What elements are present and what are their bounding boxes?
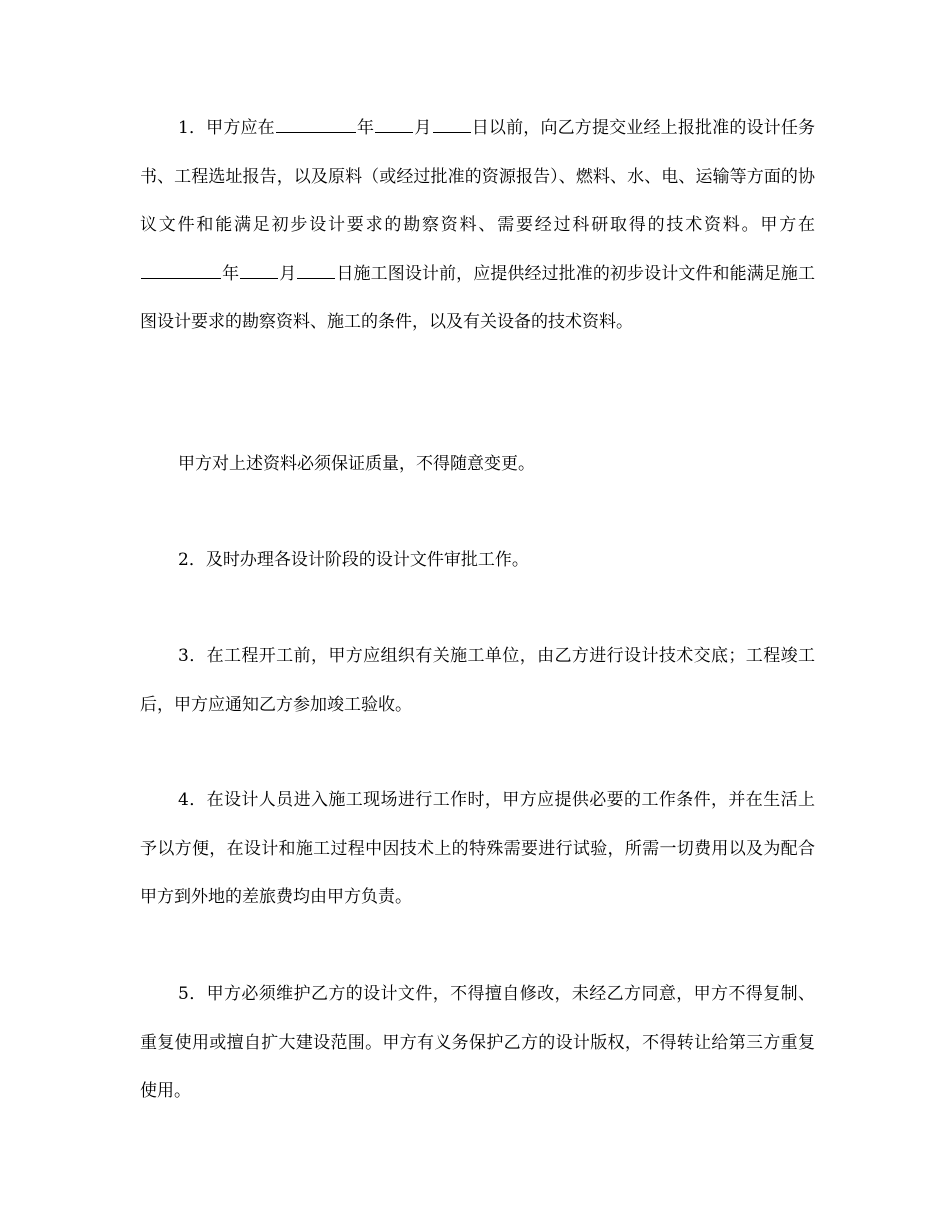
clause-4: 4．在设计人员进入施工现场进行工作时，甲方应提供必要的工作条件，并在生活上予以方便，在设计和施工过程中因技术上的特殊需要进行试验，所需一切费用以及为配合甲方到外地的差旅费均由甲方负责。 [140, 790, 815, 908]
clause-1-year-a: 年 [356, 118, 375, 138]
clause-1-text-a: 1．甲方应在 [178, 118, 275, 138]
blank-year-2 [141, 261, 221, 279]
clause-1-text-b: 日以前，向乙方提交业经上报批准的设计任务书、工程选址报告，以及原料（或经过批准的资源报告）、燃料、水、电、运输等方面的协议文件和能满足初步设计要求的勘察资料、需要经过科研取得的技术资料。甲方在 [140, 118, 816, 236]
blank-month-1 [375, 115, 413, 133]
clause-1-month-b: 月 [279, 263, 297, 284]
blank-day-1 [433, 115, 471, 133]
clause-3: 3．在工程开工前，甲方应组织有关施工单位，由乙方进行设计技术交底；工程竣工后，甲方应通知乙方参加竣工验收。 [140, 646, 815, 715]
clause-5: 5．甲方必须维护乙方的设计文件，不得擅自修改，未经乙方同意，甲方不得复制、重复使用或擅自扩大建设范围。甲方有义务保护乙方的设计版权，不得转让给第三方重复使用。 [140, 984, 815, 1102]
clause-2: 2．及时办理各设计阶段的设计文件审批工作。 [178, 550, 529, 570]
blank-day-2 [297, 261, 335, 279]
blank-year-1 [276, 115, 356, 133]
clause-1-year-b: 年 [222, 263, 240, 284]
quality-note: 甲方对上述资料必须保证质量，不得随意变更。 [178, 454, 535, 474]
clause-1 [140, 104, 815, 347]
blank-month-2 [240, 261, 278, 279]
clause-1-text-c: 日施工图设计前，应提供经过批准的初步设计文件和能满足施工图设计要求的勘察资料、施工的条件，以及有关设备的技术资料。 [140, 263, 815, 333]
clause-1-month-a: 月 [414, 118, 432, 138]
